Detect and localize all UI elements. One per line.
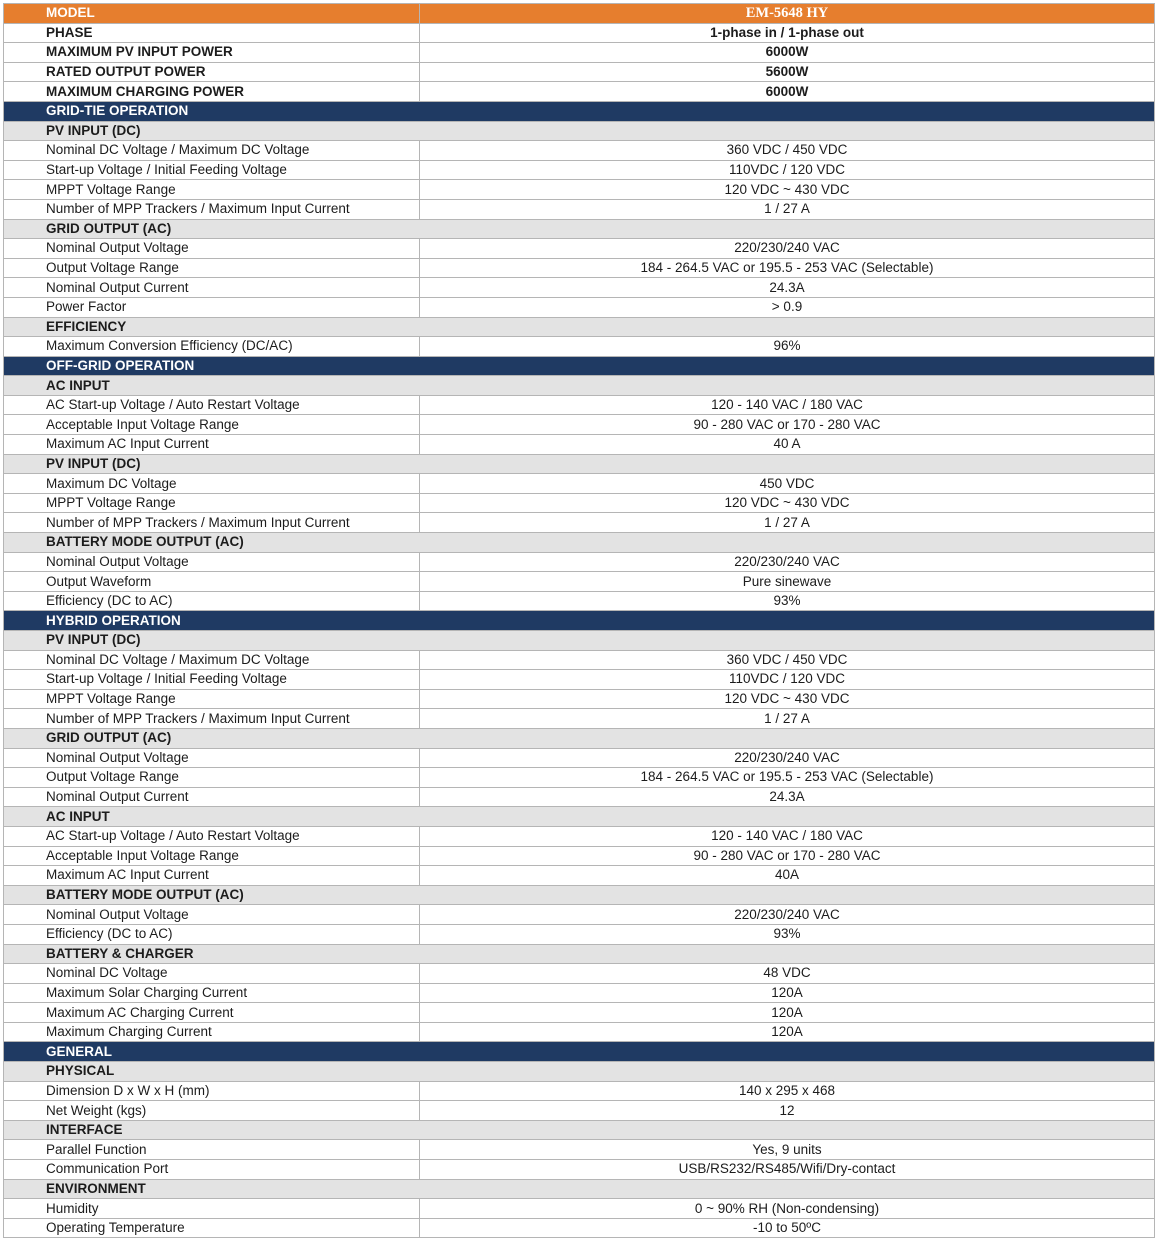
group-title: ENVIRONMENT	[4, 1179, 1155, 1199]
spec-label: MPPT Voltage Range	[4, 689, 420, 709]
spec-label: Nominal Output Voltage	[4, 748, 420, 768]
section-title: GRID-TIE OPERATION	[4, 101, 1155, 121]
spec-value: 90 - 280 VAC or 170 - 280 VAC	[420, 415, 1155, 435]
spec-row	[4, 748, 1155, 768]
main-spec-row	[4, 23, 1155, 43]
section-header	[4, 1042, 1155, 1062]
spec-row	[4, 905, 1155, 925]
spec-row	[4, 1218, 1155, 1238]
spec-label: Nominal Output Voltage	[4, 552, 420, 572]
group-title: PV INPUT (DC)	[4, 454, 1155, 474]
spec-row	[4, 278, 1155, 298]
group-title: AC INPUT	[4, 376, 1155, 396]
spec-row	[4, 1101, 1155, 1121]
spec-row	[4, 141, 1155, 161]
spec-row	[4, 297, 1155, 317]
spec-label: Parallel Function	[4, 1140, 420, 1160]
spec-label: Net Weight (kgs)	[4, 1101, 420, 1121]
spec-label: Output Voltage Range	[4, 768, 420, 788]
spec-label: Acceptable Input Voltage Range	[4, 415, 420, 435]
spec-row	[4, 552, 1155, 572]
spec-row	[4, 415, 1155, 435]
spec-label: Output Voltage Range	[4, 258, 420, 278]
spec-label: Nominal DC Voltage / Maximum DC Voltage	[4, 650, 420, 670]
spec-label: Communication Port	[4, 1160, 420, 1180]
group-title: GRID OUTPUT (AC)	[4, 728, 1155, 748]
spec-row	[4, 924, 1155, 944]
spec-row	[4, 1022, 1155, 1042]
section-header	[4, 101, 1155, 121]
group-title: AC INPUT	[4, 807, 1155, 827]
spec-label: Dimension D x W x H (mm)	[4, 1081, 420, 1101]
spec-value: 220/230/240 VAC	[420, 905, 1155, 925]
spec-row	[4, 650, 1155, 670]
spec-value: 6000W	[420, 82, 1155, 102]
spec-value: 0 ~ 90% RH (Non-condensing)	[420, 1199, 1155, 1219]
spec-row	[4, 787, 1155, 807]
spec-row	[4, 1140, 1155, 1160]
spec-row	[4, 983, 1155, 1003]
spec-value: 93%	[420, 591, 1155, 611]
spec-row	[4, 591, 1155, 611]
group-title: BATTERY MODE OUTPUT (AC)	[4, 885, 1155, 905]
group-title: PV INPUT (DC)	[4, 631, 1155, 651]
main-spec-row	[4, 82, 1155, 102]
spec-label: Nominal DC Voltage / Maximum DC Voltage	[4, 141, 420, 161]
section-header	[4, 356, 1155, 376]
spec-value: 24.3A	[420, 278, 1155, 298]
spec-label: MAXIMUM CHARGING POWER	[4, 82, 420, 102]
group-title: BATTERY & CHARGER	[4, 944, 1155, 964]
section-title: GENERAL	[4, 1042, 1155, 1062]
spec-row	[4, 199, 1155, 219]
spec-value: 120 - 140 VAC / 180 VAC	[420, 395, 1155, 415]
main-spec-row	[4, 62, 1155, 82]
spec-row	[4, 493, 1155, 513]
spec-label: Maximum AC Input Current	[4, 435, 420, 455]
spec-value: 93%	[420, 924, 1155, 944]
spec-row	[4, 964, 1155, 984]
spec-value: 1 / 27 A	[420, 199, 1155, 219]
spec-row	[4, 670, 1155, 690]
spec-label: Maximum DC Voltage	[4, 474, 420, 494]
spec-value: 48 VDC	[420, 964, 1155, 984]
model-label: MODEL	[4, 4, 420, 24]
spec-value: 24.3A	[420, 787, 1155, 807]
group-title: EFFICIENCY	[4, 317, 1155, 337]
spec-row	[4, 258, 1155, 278]
spec-row	[4, 572, 1155, 592]
group-header	[4, 454, 1155, 474]
spec-row	[4, 1199, 1155, 1219]
spec-label: Nominal Output Voltage	[4, 239, 420, 259]
model-row	[4, 4, 1155, 24]
group-header	[4, 944, 1155, 964]
group-title: PV INPUT (DC)	[4, 121, 1155, 141]
section-title: HYBRID OPERATION	[4, 611, 1155, 631]
group-title: BATTERY MODE OUTPUT (AC)	[4, 533, 1155, 553]
spec-label: Number of MPP Trackers / Maximum Input Current	[4, 199, 420, 219]
spec-label: AC Start-up Voltage / Auto Restart Voltage	[4, 395, 420, 415]
spec-value: 12	[420, 1101, 1155, 1121]
spec-value: 40 A	[420, 435, 1155, 455]
group-header	[4, 1120, 1155, 1140]
spec-label: Maximum Conversion Efficiency (DC/AC)	[4, 337, 420, 357]
spec-row	[4, 160, 1155, 180]
group-header	[4, 376, 1155, 396]
spec-label: MPPT Voltage Range	[4, 493, 420, 513]
spec-row	[4, 846, 1155, 866]
spec-value: 120A	[420, 1022, 1155, 1042]
group-header	[4, 728, 1155, 748]
spec-label: MAXIMUM PV INPUT POWER	[4, 43, 420, 63]
section-title: OFF-GRID OPERATION	[4, 356, 1155, 376]
spec-label: Nominal Output Voltage	[4, 905, 420, 925]
spec-value: 110VDC / 120 VDC	[420, 670, 1155, 690]
spec-label: Maximum Solar Charging Current	[4, 983, 420, 1003]
group-title: INTERFACE	[4, 1120, 1155, 1140]
spec-value: 450 VDC	[420, 474, 1155, 494]
spec-value: -10 to 50ºC	[420, 1218, 1155, 1238]
spec-row	[4, 1160, 1155, 1180]
group-header	[4, 533, 1155, 553]
spec-row	[4, 395, 1155, 415]
spec-value: 220/230/240 VAC	[420, 748, 1155, 768]
group-header	[4, 1179, 1155, 1199]
spec-label: AC Start-up Voltage / Auto Restart Voltage	[4, 826, 420, 846]
spec-row	[4, 768, 1155, 788]
spec-value: 110VDC / 120 VDC	[420, 160, 1155, 180]
spec-value: 1 / 27 A	[420, 709, 1155, 729]
spec-row	[4, 1081, 1155, 1101]
spec-label: PHASE	[4, 23, 420, 43]
spec-label: Efficiency (DC to AC)	[4, 591, 420, 611]
spec-label: Number of MPP Trackers / Maximum Input Current	[4, 709, 420, 729]
spec-row	[4, 513, 1155, 533]
spec-value: 6000W	[420, 43, 1155, 63]
spec-value: 140 x 295 x 468	[420, 1081, 1155, 1101]
spec-row	[4, 337, 1155, 357]
spec-label: Efficiency (DC to AC)	[4, 924, 420, 944]
spec-row	[4, 180, 1155, 200]
spec-label: Maximum AC Charging Current	[4, 1003, 420, 1023]
spec-label: RATED OUTPUT POWER	[4, 62, 420, 82]
spec-value: 220/230/240 VAC	[420, 239, 1155, 259]
spec-row	[4, 239, 1155, 259]
spec-label: Nominal DC Voltage	[4, 964, 420, 984]
spec-value: > 0.9	[420, 297, 1155, 317]
spec-row	[4, 1003, 1155, 1023]
spec-label: Number of MPP Trackers / Maximum Input Current	[4, 513, 420, 533]
spec-label: Start-up Voltage / Initial Feeding Voltage	[4, 670, 420, 690]
main-spec-row	[4, 43, 1155, 63]
spec-table-body	[4, 4, 1155, 1238]
spec-row	[4, 689, 1155, 709]
spec-label: Maximum Charging Current	[4, 1022, 420, 1042]
spec-value: 184 - 264.5 VAC or 195.5 - 253 VAC (Selectable)	[420, 768, 1155, 788]
group-title: PHYSICAL	[4, 1062, 1155, 1082]
spec-row	[4, 826, 1155, 846]
group-header	[4, 1062, 1155, 1082]
spec-value: 184 - 264.5 VAC or 195.5 - 253 VAC (Selectable)	[420, 258, 1155, 278]
spec-label: MPPT Voltage Range	[4, 180, 420, 200]
spec-value: USB/RS232/RS485/Wifi/Dry-contact	[420, 1160, 1155, 1180]
spec-value: Pure sinewave	[420, 572, 1155, 592]
spec-label: Operating Temperature	[4, 1218, 420, 1238]
spec-value: 360 VDC / 450 VDC	[420, 141, 1155, 161]
spec-label: Power Factor	[4, 297, 420, 317]
spec-row	[4, 709, 1155, 729]
spec-value: 96%	[420, 337, 1155, 357]
group-header	[4, 317, 1155, 337]
model-value: EM-5648 HY	[420, 4, 1155, 24]
spec-value: 120 - 140 VAC / 180 VAC	[420, 826, 1155, 846]
spec-label: Nominal Output Current	[4, 787, 420, 807]
spec-value: Yes, 9 units	[420, 1140, 1155, 1160]
group-title: GRID OUTPUT (AC)	[4, 219, 1155, 239]
spec-label: Maximum AC Input Current	[4, 866, 420, 886]
spec-row	[4, 474, 1155, 494]
group-header	[4, 121, 1155, 141]
group-header	[4, 631, 1155, 651]
spec-table	[3, 3, 1155, 1238]
spec-label: Humidity	[4, 1199, 420, 1219]
spec-value: 120A	[420, 1003, 1155, 1023]
spec-value: 360 VDC / 450 VDC	[420, 650, 1155, 670]
spec-row	[4, 435, 1155, 455]
spec-value: 120 VDC ~ 430 VDC	[420, 493, 1155, 513]
group-header	[4, 219, 1155, 239]
spec-label: Start-up Voltage / Initial Feeding Voltage	[4, 160, 420, 180]
section-header	[4, 611, 1155, 631]
spec-value: 120 VDC ~ 430 VDC	[420, 689, 1155, 709]
group-header	[4, 885, 1155, 905]
spec-value: 220/230/240 VAC	[420, 552, 1155, 572]
spec-value: 120 VDC ~ 430 VDC	[420, 180, 1155, 200]
spec-row	[4, 866, 1155, 886]
group-header	[4, 807, 1155, 827]
spec-label: Output Waveform	[4, 572, 420, 592]
spec-value: 40A	[420, 866, 1155, 886]
spec-value: 90 - 280 VAC or 170 - 280 VAC	[420, 846, 1155, 866]
spec-value: 120A	[420, 983, 1155, 1003]
spec-value: 1 / 27 A	[420, 513, 1155, 533]
spec-value: 1-phase in / 1-phase out	[420, 23, 1155, 43]
spec-label: Nominal Output Current	[4, 278, 420, 298]
spec-label: Acceptable Input Voltage Range	[4, 846, 420, 866]
spec-value: 5600W	[420, 62, 1155, 82]
